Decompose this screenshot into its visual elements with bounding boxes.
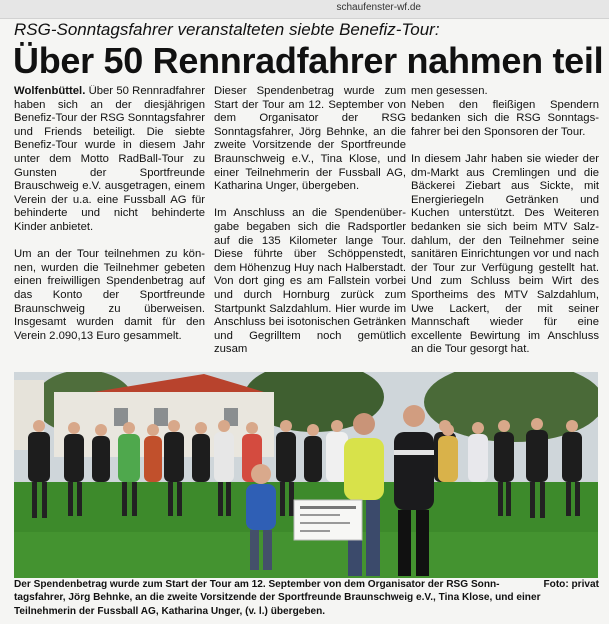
caption-text: Der Spendenbetrag wurde zum Start der Tour am 12. September von dem Organisator der RSG Sonntagsfahrer, Jörg Behnke, an die zweite Vorsitzende der Sportfreunde Braunschweig e.V., Tina Klose, und einer Teilnehmerin der Fussball AG, Katharina Unger, (v. l.) übergeben. (14, 579, 541, 617)
paragraph: Um an der Tour teilnehmen zu können, wurden die Teilnehmer gebeten einen freiwilligen Spendenbetrag auf das Konto der Sportfreunde Braunschweig zu überweisen. Insgesamt wurden damit für den Verein 2.090,13 Euro gesammelt. (14, 248, 205, 342)
article-headline: Über 50 Rennradfahrer nahmen teil (13, 40, 604, 81)
paragraph (411, 85, 599, 139)
group-photo-illustration (14, 372, 598, 578)
group-photo (14, 372, 598, 578)
site-url[interactable]: schaufenster-wf.de (336, 2, 421, 13)
window (154, 408, 168, 426)
paragraph-text: men gesessen. (411, 85, 488, 97)
paragraph: In diesem Jahr haben sie wieder der dm-Markt aus Cremlingen und die Bäckerei Ziebart aus Sickte, mit Energieriegeln Getränken und Kuchen unterstützt. Des Weiteren bedanken sie sich beim MTV Salzdahlum, der den Teilnehmer seine sanitären Einrichtungen vor und nach der Tour zur Verfügung gestellt hat. Und zum Schluss beim Wirt des Sportheims des MTV Salzdahlum, Uwe Lackert, der mit seiner Mannschaft wieder für eine excellente Bewirtung im Anschluss an die Tour gesorgt hat. (411, 152, 599, 356)
photo-caption (14, 578, 599, 618)
paragraph (14, 85, 205, 235)
paragraph: Im Anschluss an die Spendenübergabe begaben sich die Radsportler auf die 135 Kilometer lange Tour. Diese führte über Schöppenstedt, dem Höhenzug Huy nach Halberstadt. Von dort ging es am Fallstein vorbei und durch Hornburg zurück zum Startpunkt Salzdahlum. Hier wurde im Anschluss bei isotonischen Getränken und Gegrilltem noch gemütlich zusam (214, 207, 406, 356)
photo-credit: Foto: privat (543, 579, 599, 590)
browser-top-bar (0, 0, 609, 19)
paragraph-text: Neben den fleißigen Spendern bedanken sich die RSG Sonntagsfahrer bei den Sponsoren der Tour. (411, 98, 599, 138)
article-kicker: RSG-Sonntagsfahrer veranstalteten siebte Benefiz-Tour: (14, 20, 440, 39)
paragraph: Dieser Spendenbetrag wurde zum Start der Tour am 12. September von dem Organisator der RSG Sonntagsfahrer, Jörg Behnke, an die zweite Vorsitzende der Sportfreunde Braunschweig e.V., Tina Klose, und einer Teilnehmerin der Fussball AG, Katharina Unger, übergeben. (214, 85, 406, 193)
paragraph-text: Über 50 Rennradfahrer haben sich an der diesjährigen Benefiz-Tour der RSG Sonntagsfahrer und Friends beteiligt. Die siebte Benefiz-Tour wurde in diesem Jahr unter dem Motto RadBall-Tour zu Gunsten der Sportfreunde Brauschweig e.V. ausgetragen, einem Verein der u.a. eine Fussball AG für behinderte und nicht behinderte Kinder anbietet. (14, 85, 205, 233)
article-column-2 (214, 85, 406, 370)
article-column-3 (411, 85, 599, 370)
article-column-1 (14, 85, 205, 370)
dateline: Wolfenbüttel. (14, 85, 86, 97)
